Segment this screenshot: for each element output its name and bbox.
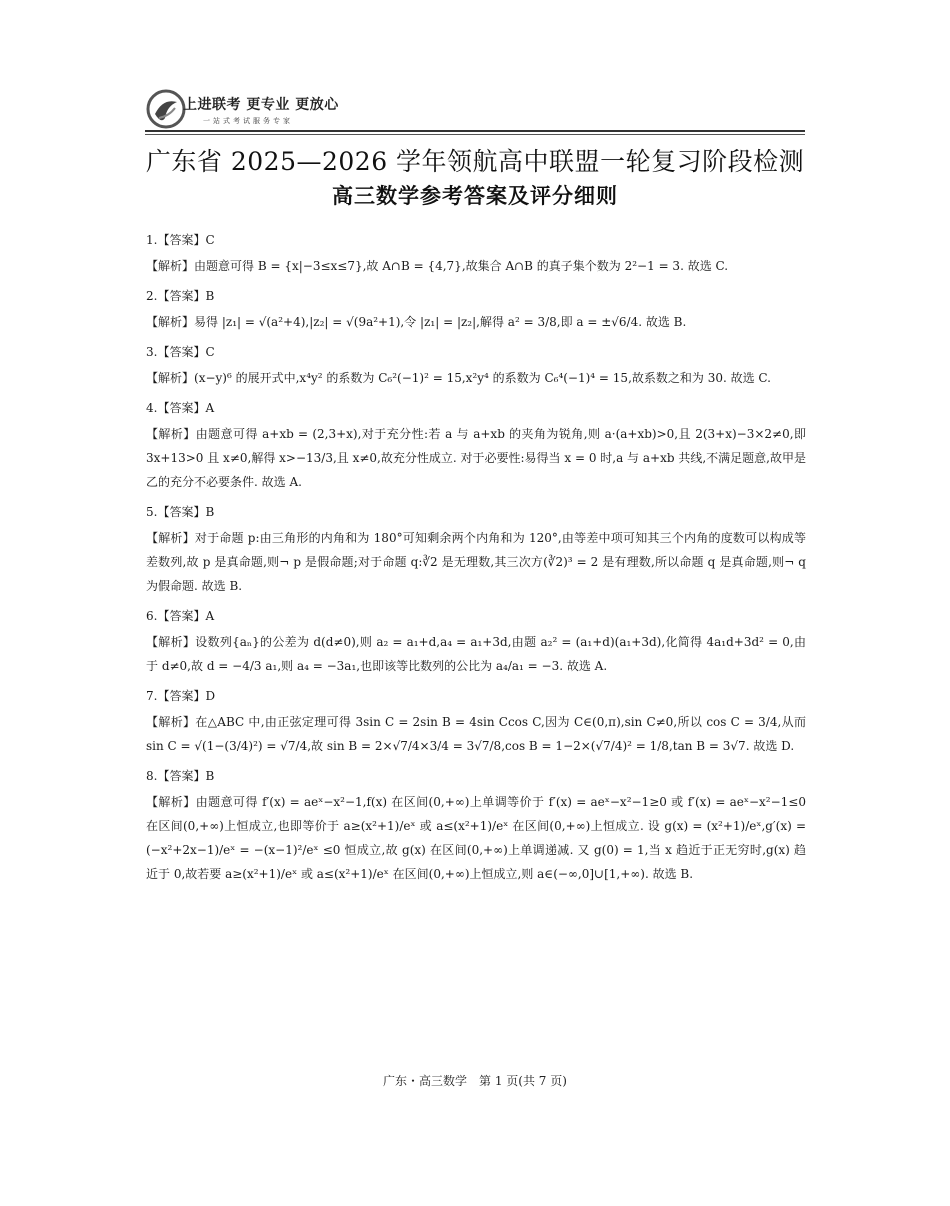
explanation-text: 由题意可得 a+xb = (2,3+x),对于充分性:若 a 与 a+xb 的夹角为锐角,则 a·(a+xb)>0,且 2(3+x)−3×2≠0,即 3x+13>0 且 x≠0,解得 x>−13/3,且 x≠0,故充分性成立. 对于必要性:易得当 x = 0 时,a 与 a+xb 共线,不满足题意,故甲是乙的充分不必要条件. 故选 A. xyxy=(146,427,806,489)
question-number: 2. xyxy=(146,289,158,303)
header-rule-thin xyxy=(145,134,805,135)
answer-value: B xyxy=(205,769,215,783)
explanation-label: 【解析】 xyxy=(146,635,196,649)
answer-label: 【答案】 xyxy=(157,769,206,783)
question-number: 6. xyxy=(146,609,158,623)
explanation-text: 在△ABC 中,由正弦定理可得 3sin C = 2sin B = 4sin Ccos C,因为 C∈(0,π),sin C≠0,所以 cos C = 3/4,从而 sin C = √(1−(3/4)²) = √7/4,故 sin B = 2×√7/4×3/4 = 3√7/8,cos B = 1−2×(√7/4)² = 1/8,tan B = 3√7. 故选 D. xyxy=(146,715,806,753)
explanation xyxy=(146,526,806,598)
answer-value: C xyxy=(205,233,215,247)
explanation-text: 易得 |z₁| = √(a²+4),|z₂| = √(9a²+1),令 |z₁| = |z₂|,解得 a² = 3/8,即 a = ±√6/4. 故选 B. xyxy=(194,315,687,329)
explanation xyxy=(146,310,806,334)
question-number: 7. xyxy=(146,689,158,703)
answer-line xyxy=(146,284,806,308)
explanation-label: 【解析】 xyxy=(146,259,195,273)
explanation-label: 【解析】 xyxy=(146,371,195,385)
document-subtitle: 高三数学参考答案及评分细则 xyxy=(332,184,618,208)
logo-slogan: 上进联考 更专业 更放心 xyxy=(183,97,339,113)
answer-label: 【答案】 xyxy=(157,289,206,303)
explanation-text: 由题意可得 f′(x) = aeˣ−x²−1,f(x) 在区间(0,+∞)上单调等价于 f′(x) = aeˣ−x²−1≥0 或 f′(x) = aeˣ−x²−1≤0 在区间(0,+∞)上恒成立,也即等价于 a≥(x²+1)/eˣ 或 a≤(x²+1)/eˣ 在区间(0,+∞)上恒成立. 设 g(x) = (x²+1)/eˣ,g′(x) = (−x²+2x−1)/eˣ = −(x−1)²/eˣ ≤0 恒成立,故 g(x) 在区间(0,+∞)上单调递减. 又 g(0) = 1,当 x 趋近于正无穷时,g(x) 趋近于 0,故若要 a≥(x²+1)/eˣ 或 a≤(x²+1)/eˣ 在区间(0,+∞)上恒成立,则 a∈(−∞,0]∪[1,+∞). 故选 B. xyxy=(146,795,806,881)
answer-label: 【答案】 xyxy=(157,345,206,359)
question-7 xyxy=(146,684,806,758)
question-number: 3. xyxy=(146,345,158,359)
question-number: 1. xyxy=(146,233,158,247)
explanation xyxy=(146,422,806,494)
explanation-label: 【解析】 xyxy=(146,315,195,329)
answer-list xyxy=(146,228,806,892)
answer-value: A xyxy=(205,401,215,415)
question-4 xyxy=(146,396,806,494)
question-8 xyxy=(146,764,806,886)
explanation-label: 【解析】 xyxy=(146,715,196,729)
question-number: 4. xyxy=(146,401,158,415)
explanation xyxy=(146,630,806,678)
answer-line xyxy=(146,684,806,708)
document-title: 广东省 2025—2026 学年领航高中联盟一轮复习阶段检测 xyxy=(145,147,805,176)
answer-label: 【答案】 xyxy=(157,609,206,623)
explanation xyxy=(146,790,806,886)
explanation xyxy=(146,366,806,390)
explanation-text: 设数列{aₙ}的公差为 d(d≠0),则 a₂ = a₁+d,a₄ = a₁+3d,由题 a₂² = (a₁+d)(a₁+3d),化简得 4a₁d+3d² = 0,由于 d≠0,故 d = −4/3 a₁,则 a₄ = −3a₁,也即该等比数列的公比为 a₄/a₁ = −3. 故选 A. xyxy=(146,635,806,673)
header-rule-thick xyxy=(145,130,805,132)
answer-label: 【答案】 xyxy=(157,689,206,703)
explanation-text: 对于命题 p:由三角形的内角和为 180°可知剩余两个内角和为 120°,由等差中项可知其三个内角的度数可以构成等差数列,故 p 是真命题,则¬ p 是假命题;对于命题 q:∛2 是无理数,其三次方(∛2)³ = 2 是有理数,所以命题 q 是真命题,则¬ q 为假命题. 故选 B. xyxy=(146,531,806,593)
answer-value: A xyxy=(205,609,215,623)
answer-line xyxy=(146,604,806,628)
logo-swirl-icon xyxy=(145,88,187,130)
logo-subtitle: 一站式考试服务专家 xyxy=(203,117,293,125)
explanation-label: 【解析】 xyxy=(146,531,195,545)
question-3 xyxy=(146,340,806,390)
answer-label: 【答案】 xyxy=(157,401,206,415)
answer-value: C xyxy=(205,345,215,359)
question-2 xyxy=(146,284,806,334)
answer-line xyxy=(146,228,806,252)
question-number: 5. xyxy=(146,505,158,519)
explanation-text: 由题意可得 B = {x|−3≤x≤7},故 A∩B = {4,7},故集合 A∩B 的真子集个数为 2²−1 = 3. 故选 C. xyxy=(194,259,729,273)
explanation-label: 【解析】 xyxy=(146,795,196,809)
page-footer: 广东・高三数学 第 1 页(共 7 页) xyxy=(383,1074,567,1088)
explanation xyxy=(146,710,806,758)
answer-line xyxy=(146,396,806,420)
answer-label: 【答案】 xyxy=(157,233,206,247)
explanation xyxy=(146,254,806,278)
answer-line xyxy=(146,340,806,364)
header-logo xyxy=(145,88,805,134)
answer-value: D xyxy=(205,689,216,703)
explanation-text: (x−y)⁶ 的展开式中,x⁴y² 的系数为 C₆²(−1)² = 15,x²y⁴ 的系数为 C₆⁴(−1)⁴ = 15,故系数之和为 30. 故选 C. xyxy=(194,371,771,385)
answer-label: 【答案】 xyxy=(157,505,206,519)
question-number: 8. xyxy=(146,769,158,783)
answer-value: B xyxy=(205,289,215,303)
question-5 xyxy=(146,500,806,598)
answer-value: B xyxy=(205,505,215,519)
answer-line xyxy=(146,764,806,788)
question-1 xyxy=(146,228,806,278)
question-6 xyxy=(146,604,806,678)
answer-line xyxy=(146,500,806,524)
explanation-label: 【解析】 xyxy=(146,427,196,441)
